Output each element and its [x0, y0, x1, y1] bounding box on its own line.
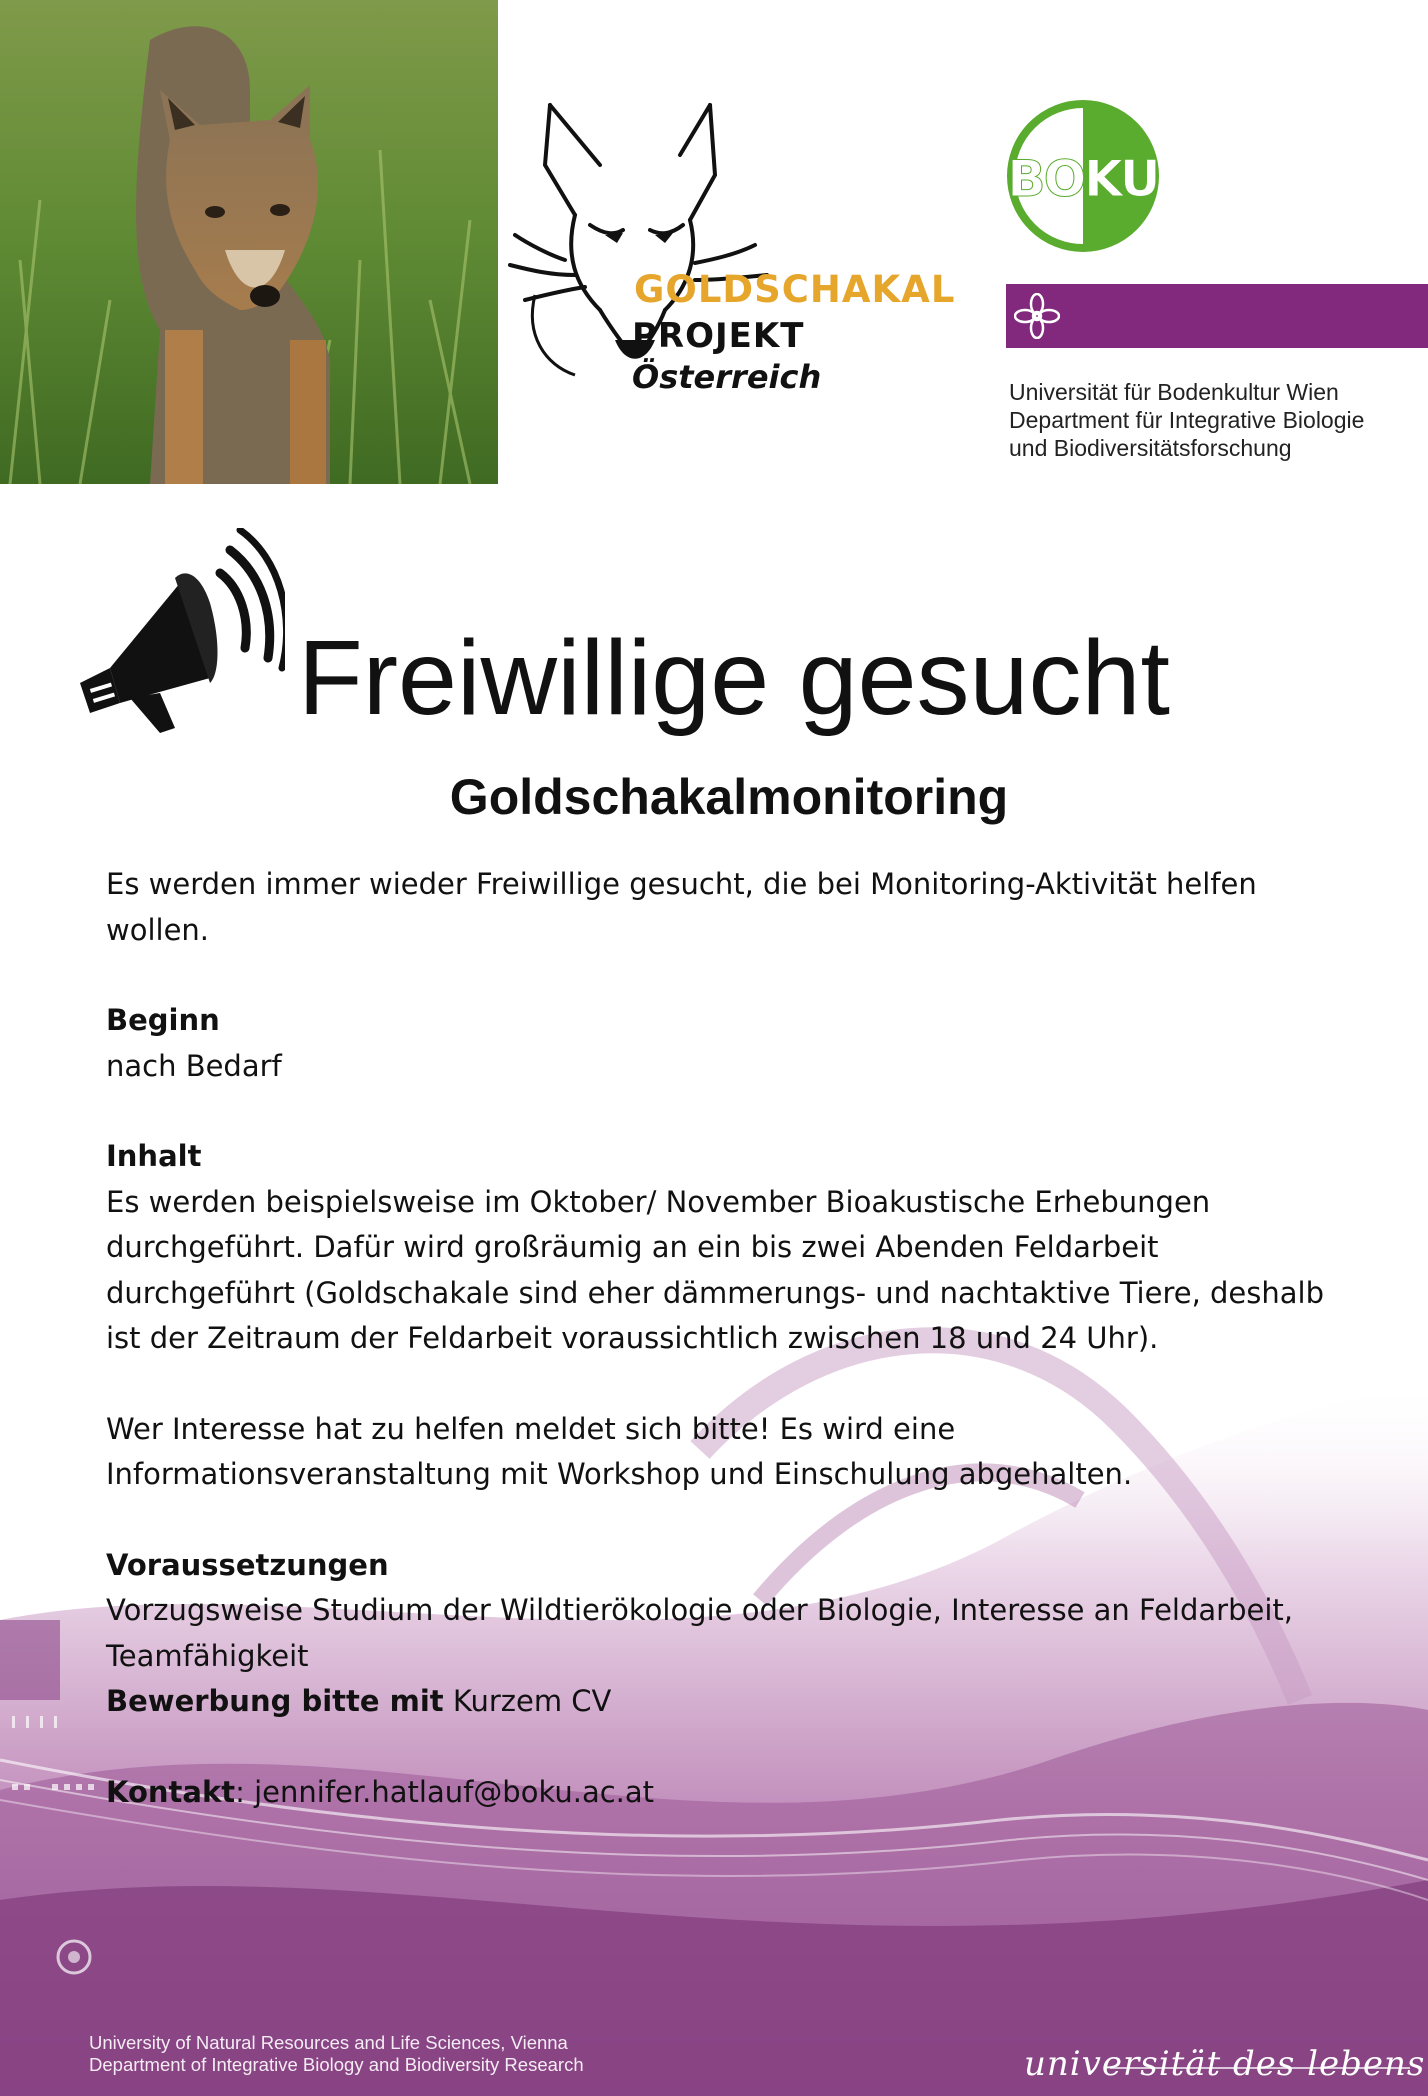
- application-text: Kurzem CV: [443, 1684, 612, 1718]
- application-label: Bewerbung bitte mit: [106, 1684, 444, 1718]
- project-logo-line2: PROJEKT: [632, 316, 805, 356]
- jackal-photo: [0, 0, 498, 484]
- jackal-photo-image: [0, 0, 498, 484]
- boku-logo: [1005, 96, 1161, 256]
- contact-separator: :: [235, 1774, 255, 1809]
- section-text-voraussetzungen: Vorzugsweise Studium der Wildtierökologie oder Biologie, Interesse an Feldarbeit, Teamfähigkeit: [106, 1593, 1293, 1673]
- footer-line: Department of Integrative Biology and Biodiversity Research: [89, 2054, 584, 2075]
- section-heading-voraussetzungen: Voraussetzungen: [106, 1547, 389, 1582]
- footer-slogan: universität des lebens: [1024, 2044, 1426, 2084]
- intro-text: Es werden immer wieder Freiwillige gesucht, die bei Monitoring-Aktivität helfen wollen.: [106, 867, 1257, 947]
- project-logo-line3: Österreich: [632, 358, 822, 396]
- megaphone-icon: [70, 528, 285, 733]
- flower-icon: [1014, 293, 1060, 339]
- boku-purple-bar: [1006, 284, 1428, 348]
- section-text-beginn: nach Bedarf: [106, 1048, 282, 1083]
- contact-label: Kontakt: [106, 1774, 236, 1809]
- contact-email-link[interactable]: jennifer.hatlauf@boku.ac.at: [254, 1774, 655, 1809]
- university-line: Department für Integrative Biologie: [1009, 407, 1365, 433]
- footer-line: University of Natural Resources and Life Sciences, Vienna: [89, 2032, 568, 2053]
- section-heading-inhalt: Inhalt: [106, 1139, 202, 1173]
- content-body: [106, 862, 1336, 1815]
- university-line: und Biodiversitätsforschung: [1009, 435, 1292, 461]
- page-subtitle: Goldschakalmonitoring: [449, 769, 1009, 825]
- section-text-inhalt: Es werden beispielsweise im Oktober/ November Bioakustische Erhebungen durchgeführt. Dafür wird großräumig an ein bis zwei Abenden Feldarbeit durchgeführt (Goldschakale sind eher dämmerungs- und nachtaktive Tiere, deshalb ist der Zeitraum der Feldarbeit voraussichtlich zwischen 18 und 24 Uhr).: [106, 1184, 1324, 1355]
- boku-bar-divider: [1006, 276, 1428, 284]
- university-address: [1009, 378, 1364, 462]
- application-line: [106, 1679, 1336, 1725]
- project-logo-line1: GOLDSCHAKAL: [634, 268, 956, 311]
- page-title: Freiwillige gesucht: [298, 619, 1170, 737]
- section-heading-beginn: Beginn: [106, 1003, 220, 1037]
- boku-logo-text: BOKU: [1007, 150, 1159, 208]
- footer-university-info: [89, 2032, 584, 2076]
- contact-line: [106, 1770, 1336, 1816]
- section-text-interest: Wer Interesse hat zu helfen meldet sich bitte! Es wird eine Informationsveranstaltung mit Workshop und Einschulung abgehalten.: [106, 1411, 1133, 1491]
- university-line: Universität für Bodenkultur Wien: [1009, 379, 1339, 405]
